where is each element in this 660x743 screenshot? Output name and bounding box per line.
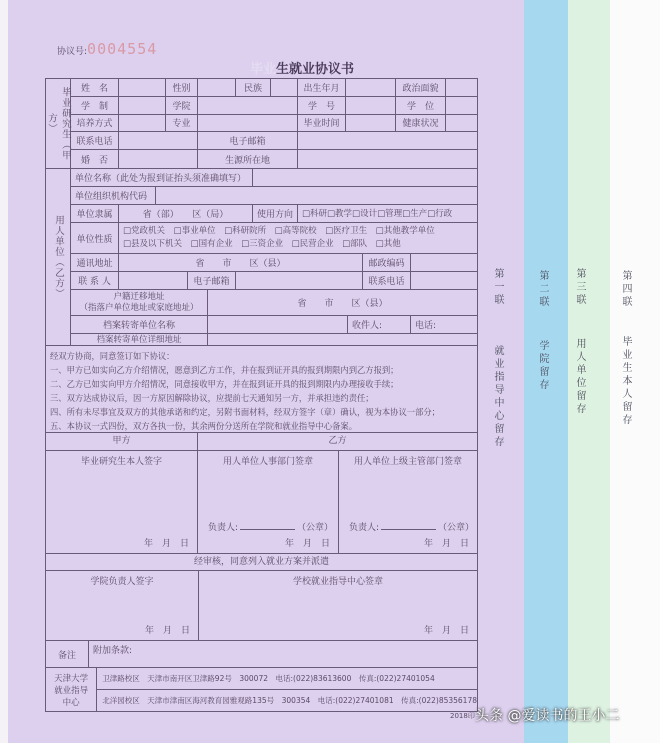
contact-field[interactable] (119, 272, 188, 289)
hr-seal-label: 用人单位人事部门签章 (222, 457, 313, 467)
nature-options-2[interactable]: □县及以下机关 □国有企业 □三资企业 □民营企业 □部队 □其他 (123, 239, 401, 250)
college-signature-label: 学院负责人签字 (90, 577, 154, 587)
approval-text: 经审核，同意列入就业方案并派遣 (45, 553, 478, 570)
contact-label: 联 系 人 (71, 272, 119, 289)
training-field[interactable] (119, 115, 166, 132)
term-5: 五、本协议一式四份，双方各执一份，其余两份分送所在学院和就业指导中心备案。 (50, 421, 357, 431)
party-a-section (45, 78, 478, 168)
nature-options-1[interactable]: □党政机关 □事业单位 □科研院所 □高等院校 □医疗卫生 □其他教学单位 (123, 226, 435, 237)
copy-3-number: 第三联 (574, 268, 585, 307)
college-date: 年 月 日 (144, 626, 190, 636)
party-headers (45, 432, 478, 450)
postcode-label: 邮政编码 (363, 254, 411, 271)
copy-1-number: 第一联 (492, 268, 503, 307)
student-id-field[interactable] (346, 97, 396, 114)
archive-address-field[interactable] (208, 334, 477, 345)
student-id-label: 学 号 (298, 97, 346, 114)
remarks-label: 备注 (46, 641, 89, 667)
agreement-number-value: 0004554 (87, 40, 158, 58)
remarks-field[interactable]: 附加条款: (93, 646, 133, 656)
usage-label: 使用方向 (253, 205, 298, 222)
college-signature[interactable] (46, 571, 199, 640)
ethnicity-label: 民族 (236, 79, 271, 96)
college-label: 学院 (166, 97, 198, 114)
gender-label: 性别 (166, 79, 198, 96)
signature-row (45, 450, 478, 553)
birth-field[interactable] (346, 79, 396, 96)
footer-campus-1: 卫津路校区 天津市南开区卫津路92号 300072 电话:(022)83613600 传真:(022)27401054 (97, 668, 477, 690)
org-code-field[interactable] (156, 187, 477, 204)
superior-date: 年 月 日 (423, 539, 469, 549)
superior-seal-label: 用人单位上级主管部门签章 (353, 457, 462, 467)
nature-label: 单位性质 (71, 223, 119, 254)
center-seal-label: 学校就业指导中心签章 (292, 577, 383, 587)
duration-label: 学 制 (71, 97, 119, 114)
archive-name-field[interactable] (208, 316, 348, 333)
name-field[interactable] (119, 79, 166, 96)
org-code-label: 单位组织机构代码 (71, 187, 156, 204)
name-label: 姓 名 (71, 79, 119, 96)
archive-tel-field[interactable]: 电话: (415, 321, 437, 332)
superior-seal-note: （公章） (438, 523, 475, 533)
duration-field[interactable] (119, 97, 166, 114)
marital-label: 婚 否 (71, 150, 119, 168)
print-note: 2018印 (450, 712, 475, 720)
student-date: 年 月 日 (143, 539, 189, 549)
student-signature[interactable] (46, 451, 198, 553)
terms-intro: 经双方协商，同意签订如下协议： (50, 351, 175, 361)
political-field[interactable] (446, 79, 477, 96)
ethnicity-field[interactable] (271, 79, 298, 96)
footer-campus-2: 北洋园校区 天津市津南区海河教育园雅观路135号 300354 电话:(022)27401081 传真:(022)85356178 (102, 696, 477, 705)
major-field[interactable] (198, 115, 298, 132)
usage-checkboxes[interactable]: □科研□教学□设计□管理□生产□行政 (302, 209, 453, 220)
agreement-number-label: 协议号: (57, 47, 88, 57)
address-label: 通讯地址 (71, 254, 119, 271)
political-label: 政治面貌 (396, 79, 446, 96)
nature-checkboxes[interactable] (119, 223, 477, 254)
term-1: 一、甲方已如实向乙方介绍情况，愿意到乙方工作，并在报到证开具的报到期限内到乙方报到； (50, 365, 399, 375)
unit-phone-field[interactable] (411, 272, 477, 289)
party-b-header: 乙方 (328, 436, 347, 446)
gender-field[interactable] (198, 79, 236, 96)
copy-4-sheet (608, 0, 660, 743)
origin-label: 生源所在地 (198, 150, 298, 168)
hukou-field[interactable]: 省 市 区（县） (297, 299, 388, 310)
major-label: 专业 (166, 115, 198, 132)
address-field[interactable]: 省 市 区（县） (119, 254, 363, 271)
footer (45, 667, 478, 712)
footer-org: 天津大学 就业指导中心 (46, 668, 97, 711)
title-text: 生就业协议书 (276, 62, 355, 77)
party-a-label: 毕业研究生（甲方） (46, 79, 71, 168)
postcode-field[interactable] (411, 254, 477, 271)
marital-field[interactable] (119, 150, 198, 168)
remarks-row (45, 640, 478, 667)
form-title (250, 58, 354, 77)
agreement-terms (45, 345, 478, 432)
degree-label: 学 位 (396, 97, 446, 114)
copy-2-keeper: 学院留存 (537, 340, 548, 392)
degree-field[interactable] (446, 97, 477, 114)
hr-date: 年 月 日 (284, 539, 330, 549)
approval-row (45, 570, 478, 640)
center-date: 年 月 日 (423, 626, 469, 636)
hr-responsible (208, 520, 333, 533)
superior-responsible (349, 520, 474, 533)
email-field[interactable] (298, 132, 477, 149)
unit-name-field[interactable] (253, 169, 477, 186)
hukou-label-1: 户籍迁移地址 (113, 291, 165, 302)
phone-field[interactable] (119, 132, 198, 149)
term-2: 二、乙方已如实向甲方介绍情况，同意接收甲方，并在报到证开具的报到期限内办理接收手续； (50, 379, 399, 389)
party-b-section (45, 168, 478, 345)
superior-responsible-label: 负责人: (349, 523, 380, 533)
unit-email-field[interactable] (236, 272, 363, 289)
email-label: 电子邮箱 (198, 132, 298, 149)
party-b-label: 用人单位（乙方） (46, 169, 71, 345)
hr-seal-note: （公章） (297, 523, 334, 533)
copy-1-keeper: 就业指导中心留存 (492, 345, 503, 449)
birth-label: 出生年月 (298, 79, 346, 96)
receiver-field[interactable]: 收件人: (348, 316, 411, 333)
superior-seal[interactable] (339, 451, 477, 553)
affiliation-label: 单位隶属 (71, 205, 119, 222)
agreement-number (57, 40, 157, 58)
copy-4-number: 第四联 (620, 270, 631, 309)
unit-name-label: 单位名称（此处为报到证抬头须准确填写） (71, 169, 253, 186)
hukou-label (71, 290, 208, 315)
term-4: 四、所有未尽事宜及双方的其他承诺和约定，另附书面材料，经双方签字（章）确认，视为本协议一部分； (50, 407, 440, 417)
graduation-field[interactable] (346, 115, 396, 132)
graduation-label: 毕业时间 (298, 115, 346, 132)
hr-responsible-label: 负责人: (208, 523, 239, 533)
origin-field[interactable] (298, 150, 477, 168)
term-3: 三、双方达成协议后，因一方原因解除协议，应提前七天通知另一方，并承担违约责任； (50, 393, 374, 403)
watermark: 头条 @爱读书的王小二 (475, 708, 620, 724)
hukou-label-2: （指落户单位地址或家庭地址） (79, 302, 199, 313)
copy-4-keeper: 毕业生本人留存 (620, 336, 631, 427)
hr-seal[interactable] (198, 451, 339, 553)
affiliation-field[interactable]: 省（部） 区（局） (119, 205, 253, 222)
title-faint: 毕业 (250, 62, 277, 77)
copy-3-keeper: 用人单位留存 (574, 338, 585, 416)
health-label: 健康状况 (396, 115, 446, 132)
archive-name-label: 档案转寄单位名称 (71, 316, 208, 333)
archive-address-label: 档案转寄单位详细地址 (71, 334, 208, 345)
unit-email-label: 电子邮箱 (188, 272, 236, 289)
phone-label: 联系电话 (71, 132, 119, 149)
student-signature-label: 毕业研究生本人签字 (80, 457, 162, 467)
center-seal[interactable] (199, 571, 477, 640)
college-field[interactable] (198, 97, 298, 114)
unit-phone-label: 联系电话 (363, 272, 411, 289)
copy-2-number: 第二联 (537, 270, 548, 309)
training-label: 培养方式 (71, 115, 119, 132)
health-field[interactable] (446, 115, 477, 132)
party-a-header: 甲方 (46, 433, 198, 450)
